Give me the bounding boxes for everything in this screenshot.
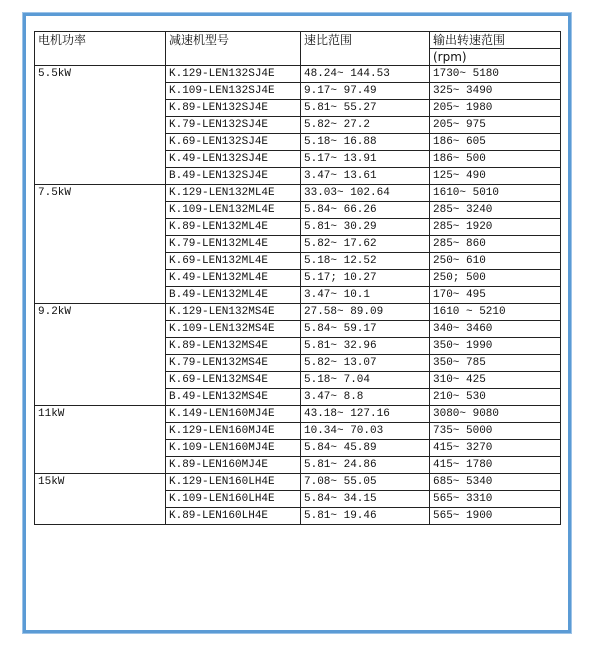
power-cell: 11kW xyxy=(35,406,166,474)
model-cell: K.89-LEN160LH4E xyxy=(166,508,301,525)
table-header xyxy=(35,32,561,66)
model-cell: K.109-LEN160LH4E xyxy=(166,491,301,508)
speed-cell: 415~ 1780 xyxy=(430,457,561,474)
header-model: 减速机型号 xyxy=(166,32,301,66)
speed-cell: 325~ 3490 xyxy=(430,83,561,100)
ratio-cell: 5.81~ 19.46 xyxy=(301,508,430,525)
ratio-cell: 27.58~ 89.09 xyxy=(301,304,430,321)
ratio-cell: 43.18~ 127.16 xyxy=(301,406,430,423)
model-cell: K.129-LEN132ML4E xyxy=(166,185,301,202)
speed-cell: 350~ 1990 xyxy=(430,338,561,355)
model-cell: K.89-LEN132ML4E xyxy=(166,219,301,236)
speed-cell: 340~ 3460 xyxy=(430,321,561,338)
model-cell: K.109-LEN132MS4E xyxy=(166,321,301,338)
speed-cell: 285~ 1920 xyxy=(430,219,561,236)
model-cell: K.129-LEN132MS4E xyxy=(166,304,301,321)
model-cell: K.149-LEN160MJ4E xyxy=(166,406,301,423)
ratio-cell: 3.47~ 8.8 xyxy=(301,389,430,406)
header-power: 电机功率 xyxy=(35,32,166,66)
power-cell: 9.2kW xyxy=(35,304,166,406)
speed-cell: 125~ 490 xyxy=(430,168,561,185)
ratio-cell: 5.82~ 17.62 xyxy=(301,236,430,253)
speed-cell: 186~ 500 xyxy=(430,151,561,168)
speed-cell: 170~ 495 xyxy=(430,287,561,304)
ratio-cell: 5.82~ 13.07 xyxy=(301,355,430,372)
reducer-spec-table xyxy=(34,31,561,525)
ratio-cell: 5.82~ 27.2 xyxy=(301,117,430,134)
ratio-cell: 5.84~ 59.17 xyxy=(301,321,430,338)
speed-cell: 310~ 425 xyxy=(430,372,561,389)
ratio-cell: 5.18~ 7.04 xyxy=(301,372,430,389)
power-cell: 7.5kW xyxy=(35,185,166,304)
speed-cell: 565~ 1900 xyxy=(430,508,561,525)
speed-cell: 350~ 785 xyxy=(430,355,561,372)
speed-cell: 565~ 3310 xyxy=(430,491,561,508)
speed-cell: 415~ 3270 xyxy=(430,440,561,457)
power-cell: 15kW xyxy=(35,474,166,525)
ratio-cell: 5.17; 10.27 xyxy=(301,270,430,287)
table-row xyxy=(35,304,561,321)
model-cell: B.49-LEN132MS4E xyxy=(166,389,301,406)
ratio-cell: 9.17~ 97.49 xyxy=(301,83,430,100)
table-body xyxy=(35,66,561,525)
ratio-cell: 3.47~ 13.61 xyxy=(301,168,430,185)
model-cell: K.89-LEN132SJ4E xyxy=(166,100,301,117)
ratio-cell: 5.81~ 30.29 xyxy=(301,219,430,236)
model-cell: K.69-LEN132SJ4E xyxy=(166,134,301,151)
ratio-cell: 5.81~ 55.27 xyxy=(301,100,430,117)
ratio-cell: 5.81~ 24.86 xyxy=(301,457,430,474)
model-cell: K.69-LEN132ML4E xyxy=(166,253,301,270)
ratio-cell: 7.08~ 55.05 xyxy=(301,474,430,491)
ratio-cell: 5.84~ 66.26 xyxy=(301,202,430,219)
model-cell: K.129-LEN160MJ4E xyxy=(166,423,301,440)
speed-cell: 205~ 975 xyxy=(430,117,561,134)
header-output-speed: 输出转速范围 xyxy=(430,32,561,49)
speed-cell: 3080~ 9080 xyxy=(430,406,561,423)
model-cell: K.109-LEN132SJ4E xyxy=(166,83,301,100)
speed-cell: 210~ 530 xyxy=(430,389,561,406)
speed-cell: 250; 500 xyxy=(430,270,561,287)
table-row xyxy=(35,406,561,423)
model-cell: K.49-LEN132SJ4E xyxy=(166,151,301,168)
speed-cell: 285~ 860 xyxy=(430,236,561,253)
table-row xyxy=(35,185,561,202)
model-cell: K.89-LEN160MJ4E xyxy=(166,457,301,474)
speed-cell: 250~ 610 xyxy=(430,253,561,270)
model-cell: K.79-LEN132MS4E xyxy=(166,355,301,372)
ratio-cell: 5.81~ 32.96 xyxy=(301,338,430,355)
table-row xyxy=(35,474,561,491)
speed-cell: 685~ 5340 xyxy=(430,474,561,491)
speed-cell: 1610~ 5010 xyxy=(430,185,561,202)
ratio-cell: 10.34~ 70.03 xyxy=(301,423,430,440)
model-cell: K.129-LEN132SJ4E xyxy=(166,66,301,83)
ratio-cell: 5.17~ 13.91 xyxy=(301,151,430,168)
model-cell: B.49-LEN132SJ4E xyxy=(166,168,301,185)
model-cell: K.109-LEN160MJ4E xyxy=(166,440,301,457)
model-cell: K.79-LEN132ML4E xyxy=(166,236,301,253)
header-output-speed-unit: (rpm) xyxy=(430,49,561,66)
ratio-cell: 3.47~ 10.1 xyxy=(301,287,430,304)
speed-cell: 1730~ 5180 xyxy=(430,66,561,83)
ratio-cell: 33.03~ 102.64 xyxy=(301,185,430,202)
speed-cell: 186~ 605 xyxy=(430,134,561,151)
speed-cell: 205~ 1980 xyxy=(430,100,561,117)
ratio-cell: 5.18~ 12.52 xyxy=(301,253,430,270)
power-cell: 5.5kW xyxy=(35,66,166,185)
ratio-cell: 48.24~ 144.53 xyxy=(301,66,430,83)
model-cell: K.79-LEN132SJ4E xyxy=(166,117,301,134)
speed-cell: 1610 ~ 5210 xyxy=(430,304,561,321)
model-cell: K.89-LEN132MS4E xyxy=(166,338,301,355)
ratio-cell: 5.84~ 45.89 xyxy=(301,440,430,457)
ratio-cell: 5.18~ 16.88 xyxy=(301,134,430,151)
speed-cell: 285~ 3240 xyxy=(430,202,561,219)
model-cell: K.129-LEN160LH4E xyxy=(166,474,301,491)
model-cell: K.49-LEN132ML4E xyxy=(166,270,301,287)
model-cell: B.49-LEN132ML4E xyxy=(166,287,301,304)
ratio-cell: 5.84~ 34.15 xyxy=(301,491,430,508)
model-cell: K.109-LEN132ML4E xyxy=(166,202,301,219)
model-cell: K.69-LEN132MS4E xyxy=(166,372,301,389)
header-ratio: 速比范围 xyxy=(301,32,430,66)
speed-cell: 735~ 5000 xyxy=(430,423,561,440)
table-row xyxy=(35,66,561,83)
